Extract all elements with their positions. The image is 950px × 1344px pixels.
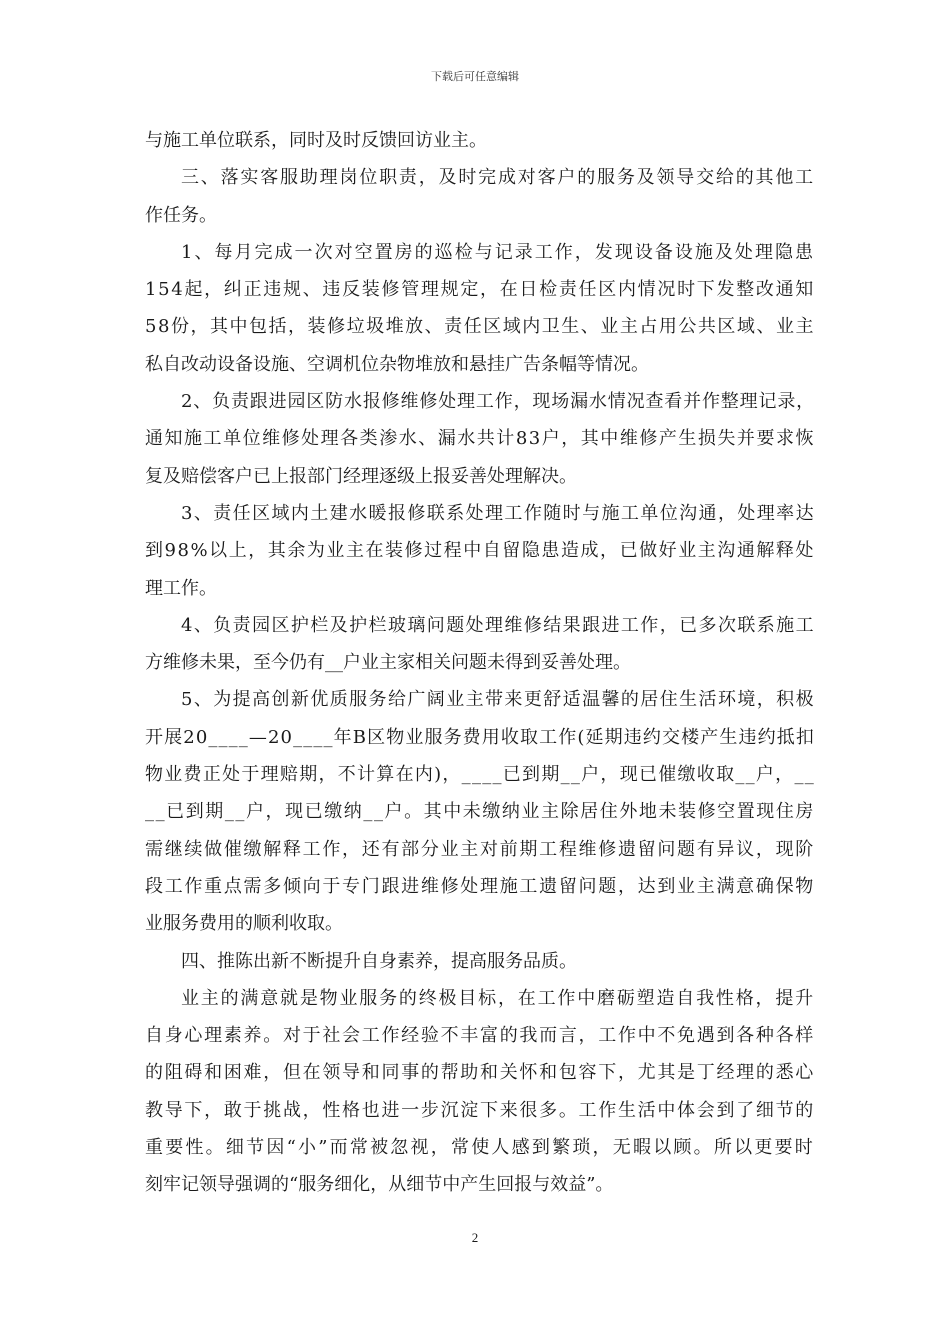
text-line: 到98%以上，其余为业主在装修过程中自留隐患造成，已做好业主沟通解释处: [145, 540, 815, 562]
text-line: 58份，其中包括，装修垃圾堆放、责任区域内卫生、业主占用公共区域、业主: [145, 316, 815, 338]
text-line: __已到期__户，现已缴纳__户。其中未缴纳业主除居住外地未装修空置现住房: [145, 801, 815, 823]
text-line: 1、每月完成一次对空置房的巡检与记录工作，发现设备设施及处理隐患: [181, 241, 815, 263]
text-line: 刻牢记领导强调的“服务细化，从细节中产生回报与效益”。: [145, 1174, 614, 1196]
text-line: 方维修未果，至今仍有__户业主家相关问题未得到妥善处理。: [145, 652, 631, 674]
text-line: 作任务。: [145, 204, 217, 226]
text-line: 业服务费用的顺利收取。: [145, 913, 343, 935]
text-line: 通知施工单位维修处理各类渗水、漏水共计83户，其中维修产生损失并要求恢: [145, 428, 815, 450]
page-header: 下载后可任意编辑: [431, 70, 519, 83]
text-line: 四、推陈出新不断提升自身素养，提高服务品质。: [181, 950, 577, 972]
text-line: 开展20____—20____年B区物业服务费用收取工作(延期违约交楼产生违约抵扣: [145, 726, 815, 748]
text-line: 154起，纠正违规、违反装修管理规定，在日检责任区内情况时下发整改通知: [145, 279, 815, 301]
text-line: 复及赔偿客户已上报部门经理逐级上报妥善处理解决。: [145, 465, 577, 487]
text-line: 业主的满意就是物业服务的终极目标，在工作中磨砺塑造自我性格，提升: [181, 987, 815, 1009]
text-line: 需继续做催缴解释工作，还有部分业主对前期工程维修遗留问题有异议，现阶: [145, 838, 815, 860]
text-line: 重要性。细节因“小”而常被忽视，常使人感到繁琐，无暇以顾。所以更要时: [145, 1137, 815, 1159]
text-line: 私自改动设备设施、空调机位杂物堆放和悬挂广告条幅等情况。: [145, 353, 649, 375]
text-line: 段工作重点需多倾向于专门跟进维修处理施工遗留问题，达到业主满意确保物: [145, 875, 815, 897]
text-line: 理工作。: [145, 577, 217, 599]
page-number: 2: [471, 1230, 479, 1245]
text-line: 2、负责跟进园区防水报修维修处理工作，现场漏水情况查看并作整理记录，: [181, 391, 815, 413]
text-line: 3、责任区域内土建水暖报修联系处理工作随时与施工单位沟通，处理率达: [181, 502, 815, 524]
text-line: 三、落实客服助理岗位职责，及时完成对客户的服务及领导交给的其他工: [181, 167, 815, 189]
text-line: 的阻碍和困难，但在领导和同事的帮助和关怀和包容下，尤其是丁经理的悉心: [145, 1062, 815, 1084]
document-body: [145, 122, 815, 1204]
text-line: 教导下，敢于挑战，性格也进一步沉淀下来很多。工作生活中体会到了细节的: [145, 1099, 815, 1121]
text-line: 自身心理素养。对于社会工作经验不丰富的我而言，工作中不免遇到各种各样: [145, 1025, 815, 1047]
text-line: 物业费正处于理赔期，不计算在内)，____已到期__户，现已催缴收取__户，__: [145, 764, 815, 786]
text-line: 5、为提高创新优质服务给广阔业主带来更舒适温馨的居住生活环境，积极: [181, 689, 815, 711]
text-line: 4、负责园区护栏及护栏玻璃问题处理维修结果跟进工作，已多次联系施工: [181, 614, 815, 636]
text-line: 与施工单位联系，同时及时反馈回访业主。: [145, 130, 487, 151]
